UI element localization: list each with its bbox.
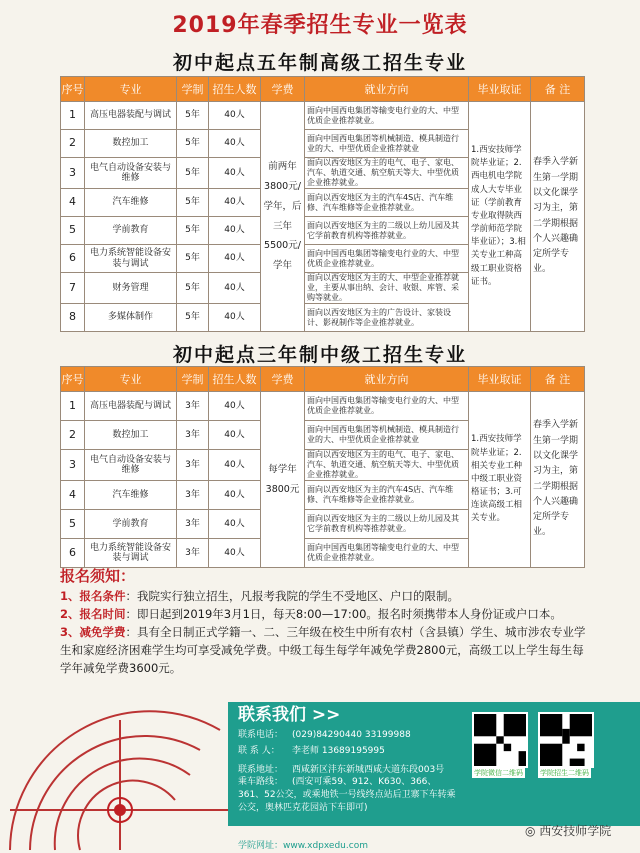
enroll-qr-code	[538, 712, 594, 768]
major-name: 数控加工	[85, 130, 177, 158]
enrollment-count: 40人	[209, 245, 261, 273]
major-name: 汽车维修	[85, 481, 177, 510]
enrollment-count: 40人	[209, 481, 261, 510]
major-name: 电气自动设备安装与维修	[85, 450, 177, 481]
column-header: 毕业取证	[469, 367, 531, 392]
graduation-certificates: 1.西安技师学院毕业证；2.相关专业工种中级工职业资格证书；3.可连读高级工相关专业。	[469, 392, 531, 568]
address-value: 西咸新区沣东新城西咸大道东段003号	[292, 765, 445, 775]
website	[238, 838, 368, 851]
employment-direction: 面向以西安地区为主的二级以上幼儿园及其它学前教育机构等推荐就业。	[305, 217, 469, 245]
notice-heading: 报名须知：	[60, 567, 136, 585]
row-number: 6	[61, 539, 85, 568]
enrollment-count: 40人	[209, 130, 261, 158]
enrollment-count: 40人	[209, 421, 261, 450]
row-number: 2	[61, 421, 85, 450]
column-header: 专业	[85, 367, 177, 392]
phone-label: 联系电话：	[238, 730, 284, 740]
column-header: 招生人数	[209, 367, 261, 392]
contact-phone	[238, 727, 411, 740]
column-header: 序号	[61, 77, 85, 102]
major-name: 电气自动设备安装与维修	[85, 158, 177, 189]
row-number: 1	[61, 102, 85, 130]
duration: 3年	[177, 481, 209, 510]
enrollment-count: 40人	[209, 217, 261, 245]
notice-text: ：我院实行独立招生，凡报考我院的学生不受地区、户口的限制。	[125, 589, 460, 603]
employment-direction: 面向中国西电集团等输变电行业的大、中型优质企业推荐就业。	[305, 102, 469, 130]
employment-direction: 面向中国西电集团等输变电行业的大、中型优质企业推荐就业。	[305, 392, 469, 421]
qr-icon	[540, 714, 592, 766]
table-row	[61, 392, 585, 421]
section2-title: 初中起点三年制中级工招生专业	[172, 344, 467, 366]
employment-direction: 面向以西安地区为主的汽车4S店、汽车维修、汽车维修等企业推荐就业。	[305, 189, 469, 217]
major-name: 汽车维修	[85, 189, 177, 217]
row-number: 3	[61, 450, 85, 481]
row-number: 8	[61, 304, 85, 332]
contact-title: 联系我们 >>	[238, 705, 341, 725]
website-value: www.xdpxedu.com	[283, 841, 368, 851]
enrollment-count: 40人	[209, 189, 261, 217]
enrollment-count: 40人	[209, 392, 261, 421]
website-label: 学院网址：	[238, 841, 284, 851]
enrollment-count: 40人	[209, 510, 261, 539]
qr-icon	[474, 714, 526, 766]
duration: 3年	[177, 539, 209, 568]
column-header: 序号	[61, 367, 85, 392]
column-header: 学费	[261, 77, 305, 102]
route-value: (西安可乘59、912、K630、366、361、52公交，或乘地铁一号线终点站后卫寨下车转乘公交，奥林匹克花园站下车即可)	[238, 777, 456, 813]
column-header: 就业方向	[305, 77, 469, 102]
employment-direction: 面向以西安地区为主的大、中型企业推荐就业，主要从事出纳、会计、收银、库管、采购等就业。	[305, 273, 469, 304]
contact-route	[238, 776, 458, 815]
enrollment-count: 40人	[209, 450, 261, 481]
column-header: 学制	[177, 77, 209, 102]
employment-direction: 面向中国西电集团等机械制造、模具制造行业的大、中型优质企业推荐就业	[305, 130, 469, 158]
tuition-fee: 前两年3800元/学年，后三年5500元/学年	[261, 102, 305, 332]
duration: 3年	[177, 392, 209, 421]
tuition-fee: 每学年3800元	[261, 392, 305, 568]
duration: 3年	[177, 421, 209, 450]
row-number: 3	[61, 158, 85, 189]
duration: 5年	[177, 130, 209, 158]
wechat-qr-code	[472, 712, 528, 768]
wechat-icon: ◎	[525, 824, 540, 838]
contact-address	[238, 762, 444, 775]
enrollment-count: 40人	[209, 539, 261, 568]
row-number: 4	[61, 189, 85, 217]
employment-direction: 面向以西安地区为主的广告设计、家装设计、影视制作等企业推荐就业。	[305, 304, 469, 332]
enrollment-count: 40人	[209, 273, 261, 304]
major-name: 电力系统智能设备安装与调试	[85, 539, 177, 568]
notice-label: 1、报名条件	[60, 589, 126, 603]
duration: 5年	[177, 158, 209, 189]
enrollment-count: 40人	[209, 158, 261, 189]
notice-item-2	[60, 605, 590, 623]
employment-direction: 面向以西安地区为主的电气、电子、家电、汽车、轨道交通、航空航天等大、中型优质企业推荐就业。	[305, 450, 469, 481]
row-number: 1	[61, 392, 85, 421]
row-number: 2	[61, 130, 85, 158]
table-row	[61, 102, 585, 130]
table-header	[61, 77, 585, 102]
duration: 5年	[177, 217, 209, 245]
major-name: 电力系统智能设备安装与调试	[85, 245, 177, 273]
table-header	[61, 367, 585, 392]
notice-label: 3、减免学费	[60, 625, 126, 639]
employment-direction: 面向以西安地区为主的电气、电子、家电、汽车、轨道交通、航空航天等大、中型优质企业推荐就业。	[305, 158, 469, 189]
employment-direction: 面向中国西电集团等输变电行业的大、中型优质企业推荐就业。	[305, 539, 469, 568]
major-name: 高压电器装配与调试	[85, 102, 177, 130]
person-value: 李老师 13689195995	[292, 746, 385, 756]
duration: 3年	[177, 450, 209, 481]
duration: 5年	[177, 189, 209, 217]
column-header: 备 注	[531, 77, 585, 102]
major-name: 学前教育	[85, 510, 177, 539]
column-header: 专业	[85, 77, 177, 102]
five-year-table	[60, 76, 585, 332]
duration: 5年	[177, 304, 209, 332]
column-header: 学制	[177, 367, 209, 392]
page-title: 2019年春季招生专业一览表	[172, 13, 468, 38]
phone-value: (029)84290440 33199988	[292, 730, 411, 740]
notice-text: ：具有全日制正式学籍一、二、三年级在校生中所有农村（含县镇）学生、城市涉农专业学生和家庭经济困难学生均可享受减免学费。中级工每生每学年减免学费2800元，高级工以上学生每生每学年减免学费3600元。	[60, 625, 586, 675]
qr2-label: 学院招生二维码	[540, 769, 589, 777]
address-label: 联系地址：	[238, 765, 284, 775]
section1-title: 初中起点五年制高级工招生专业	[172, 52, 467, 74]
row-number: 6	[61, 245, 85, 273]
notice-item-1	[60, 587, 590, 605]
duration: 5年	[177, 273, 209, 304]
qr1-label: 学院微信二维码	[474, 769, 523, 777]
notice-item-3	[60, 623, 590, 677]
column-header: 就业方向	[305, 367, 469, 392]
employment-direction: 面向中国西电集团等机械制造、模具制造行业的大、中型优质企业推荐就业	[305, 421, 469, 450]
graduation-certificates: 1.西安技师学院毕业证；2.西电机电学院成人大专毕业证（学前教育专业取得陕西学前师范学院毕业证）；3.相关专业工种高级工职业资格证书。	[469, 102, 531, 332]
route-label: 乘车路线：	[238, 777, 284, 787]
remarks: 春季入学新生第一学期以文化课学习为主，第二学期根据个人兴趣确定所学专业。	[531, 392, 585, 568]
major-name: 高压电器装配与调试	[85, 392, 177, 421]
three-year-table	[60, 366, 585, 568]
contact-person	[238, 743, 385, 756]
employment-direction: 面向以西安地区为主的汽车4S店、汽车维修、汽车维修等企业推荐就业。	[305, 481, 469, 510]
column-header: 招生人数	[209, 77, 261, 102]
employment-direction: 面向以西安地区为主的二级以上幼儿园及其它学前教育机构等推荐就业。	[305, 510, 469, 539]
employment-direction: 面向中国西电集团等输变电行业的大、中型优质企业推荐就业。	[305, 245, 469, 273]
notice-text: ：即日起到2019年3月1日，每天8:00—17:00。报名时须携带本人身份证或户口本。	[125, 607, 562, 621]
column-header: 学费	[261, 367, 305, 392]
major-name: 多媒体制作	[85, 304, 177, 332]
major-name: 数控加工	[85, 421, 177, 450]
remarks: 春季入学新生第一学期以文化课学习为主，第二学期根据个人兴趣确定所学专业。	[531, 102, 585, 332]
enrollment-count: 40人	[209, 102, 261, 130]
brand-name: 西安技师学院	[539, 824, 612, 838]
notice-label: 2、报名时间	[60, 607, 126, 621]
major-name: 财务管理	[85, 273, 177, 304]
enrollment-count: 40人	[209, 304, 261, 332]
notice-section	[60, 567, 590, 677]
major-name: 学前教育	[85, 217, 177, 245]
row-number: 7	[61, 273, 85, 304]
column-header: 毕业取证	[469, 77, 531, 102]
duration: 5年	[177, 245, 209, 273]
duration: 5年	[177, 102, 209, 130]
duration: 3年	[177, 510, 209, 539]
column-header: 备 注	[531, 367, 585, 392]
row-number: 5	[61, 510, 85, 539]
school-brand	[525, 822, 611, 839]
row-number: 5	[61, 217, 85, 245]
row-number: 4	[61, 481, 85, 510]
person-label: 联 系 人：	[238, 746, 280, 756]
